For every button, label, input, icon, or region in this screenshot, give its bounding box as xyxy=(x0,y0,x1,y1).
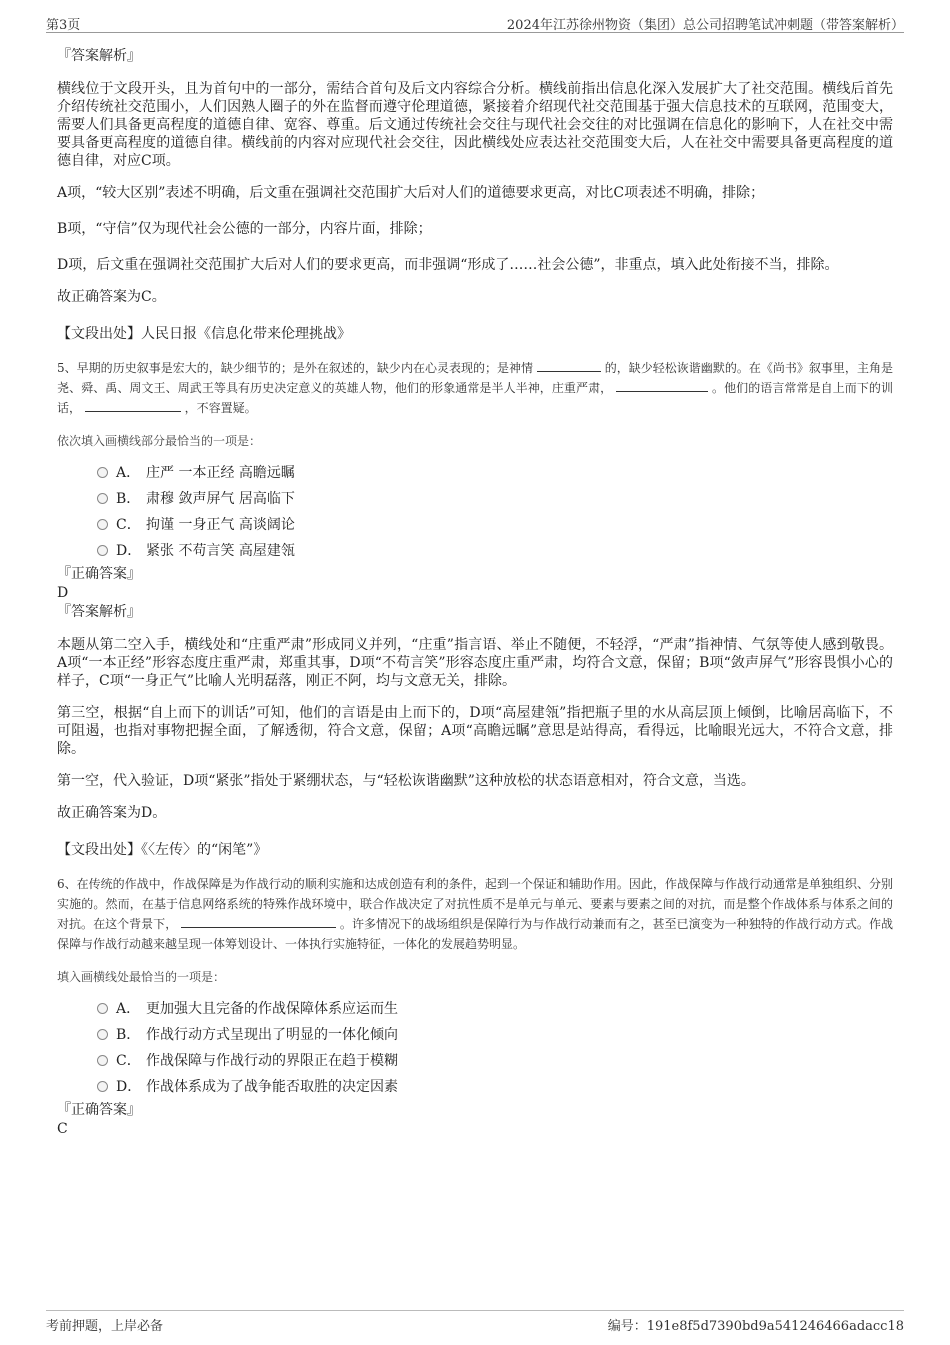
radio-icon[interactable] xyxy=(97,1081,108,1092)
page-content xyxy=(57,46,893,1138)
q5-analysis-paragraph: 故正确答案为D。 xyxy=(57,805,167,821)
radio-icon[interactable] xyxy=(97,493,108,504)
q4-source: 【文段出处】人民日报《信息化带来伦理挑战》 xyxy=(57,326,351,342)
q5-question-text: 5、早期的历史叙事是宏大的，缺少细节的；是外在叙述的，缺少内在心灵表现的；是神情 的，缺少轻松诙谐幽默的。在《尚书》叙事里，主角是尧、舜、禹、周文王、周武王等具有历史决定意义的英雄人物，他们的形象通常是半人半神，庄重严肃， 。他们的语言常常是自上而下的训话， ，不容置疑。 xyxy=(57,361,893,415)
q5-option-a[interactable]: A． 庄严 一本正经 高瞻远瞩 xyxy=(97,460,893,486)
q5-option-b[interactable]: B． 肃穆 敛声屏气 居高临下 xyxy=(97,486,893,512)
footer-slogan: 考前押题，上岸必备 xyxy=(46,1319,164,1334)
document-code: 编号：191e8f5d7390bd9a541246466adacc18 xyxy=(607,1319,904,1334)
q6-question-text: 6、在传统的作战中，作战保障是为作战行动的顺利实施和达成创造有利的条件，起到一个保证和辅助作用。因此，作战保障与作战行动通常是单独组织、分别实施的。然而，在基于信息网络系统的特殊作战环境中，联合作战决定了对抗性质不是单元与单元、要素与要素之间的对抗，而是整个作战体系与体系之间的对抗。在这个背景下， 。许多情况下的战场组织是保障行为与作战行动兼而有之，甚至已演变为一种独特的作战行动方式。作战保障与作战行动越来越呈现一体筹划设计、一体执行实施特征，一体化的发展趋势明显。 xyxy=(57,877,893,951)
document-title: 2024年江苏徐州物资（集团）总公司招聘笔试冲刺题（带答案解析） xyxy=(506,18,904,33)
radio-icon[interactable] xyxy=(97,1003,108,1014)
q4-analysis-paragraph: A项，“较大区别”表述不明确，后文重在强调社交范围扩大后对人们的道德要求更高，对比C项表述不明确，排除； xyxy=(57,185,765,201)
q5-analysis-paragraph: 第一空，代入验证，D项“紧张”指处于紧绷状态，与“轻松诙谐幽默”这种放松的状态语意相对，符合文意，当选。 xyxy=(57,773,755,789)
q6-prompt: 填入画横线处最恰当的一项是： xyxy=(57,970,226,984)
q5-analysis-paragraph: 第三空，根据“自上而下的训话”可知，他们的言语是由上而下的，D项“高屋建瓴”指把瓶子里的水从高层顶上倾倒，比喻居高临下，不可阻遏，也指对事物把握全面，了解透彻，符合文意，保留；A项“高瞻远瞩”意思是站得高，看得远，比喻眼光远大，不符合文意，排除。 xyxy=(57,705,893,757)
q6-option-d[interactable]: D． 作战体系成为了战争能否取胜的决定因素 xyxy=(97,1074,893,1100)
q5-options xyxy=(57,460,893,564)
radio-icon[interactable] xyxy=(97,545,108,556)
q4-analysis-paragraph: D项，后文重在强调社交范围扩大后对人们的要求更高，而非强调“形成了……社会公德”，非重点，填入此处衔接不当，排除。 xyxy=(57,257,839,273)
q4-analysis-paragraph: B项，“守信”仅为现代社会公德的一部分，内容片面，排除； xyxy=(57,221,432,237)
q5-option-d[interactable]: D． 紧张 不苟言笑 高屋建瓴 xyxy=(97,538,893,564)
q5-analysis-label: 『答案解析』 xyxy=(57,604,141,620)
q5-correct-answer: D xyxy=(57,585,69,601)
q5-analysis-paragraph: 本题从第二空入手，横线处和“庄重严肃”形成同义并列，“庄重”指言语、举止不随便，不轻浮，“严肃”指神情、气氛等使人感到敬畏。A项“一本正经”形容态度庄重严肃，郑重其事，D项“不苟言笑”形容态度庄重严肃，均符合文意，保留；B项“敛声屏气”形容畏惧小心的样子，C项“一身正气”比喻人光明磊落，刚正不阿，均与文意无关，排除。 xyxy=(57,637,893,689)
radio-icon[interactable] xyxy=(97,1029,108,1040)
q5-option-c[interactable]: C． 拘谨 一身正气 高谈阔论 xyxy=(97,512,893,538)
q6-option-c[interactable]: C． 作战保障与作战行动的界限正在趋于模糊 xyxy=(97,1048,893,1074)
q5-prompt: 依次填入画横线部分最恰当的一项是： xyxy=(57,434,262,448)
page-header xyxy=(46,12,904,33)
radio-icon[interactable] xyxy=(97,1055,108,1066)
radio-icon[interactable] xyxy=(97,467,108,478)
page-number: 第3页 xyxy=(46,18,81,33)
q4-analysis-label: 『答案解析』 xyxy=(57,48,141,64)
fill-blank xyxy=(616,379,708,392)
q6-option-a[interactable]: A． 更加强大且完备的作战保障体系应运而生 xyxy=(97,996,893,1022)
radio-icon[interactable] xyxy=(97,519,108,530)
fill-blank xyxy=(537,359,601,372)
page-footer xyxy=(46,1310,904,1333)
q6-option-b[interactable]: B． 作战行动方式呈现出了明显的一体化倾向 xyxy=(97,1022,893,1048)
q4-analysis-paragraph: 横线位于文段开头，且为首句中的一部分，需结合首句及后文内容综合分析。横线前指出信息化深入发展扩大了社交范围。横线后首先介绍传统社交范围小，人们因熟人圈子的外在监督而遵守伦理道德，紧接着介绍现代社交范围基于强大信息技术的互联网，范围变大，需要人们具备更高程度的道德自律、宽容、尊重。后文通过传统社会交往与现代社会交往的对比强调在信息化的影响下，人在社交中需要具备更高程度的道德自律。横线前的内容对应现代社会交往，因此横线处应表达社交范围变大后，人在社交中需要具备更高程度的道德自律，对应C项。 xyxy=(57,81,893,169)
q4-analysis-paragraph: 故正确答案为C。 xyxy=(57,289,166,305)
q6-options xyxy=(57,996,893,1100)
fill-blank xyxy=(85,399,181,412)
q5-correct-label: 『正确答案』 xyxy=(57,566,141,582)
q6-correct-label: 『正确答案』 xyxy=(57,1102,141,1118)
q5-source: 【文段出处】《〈左传〉的“闲笔”》 xyxy=(57,842,268,858)
fill-blank xyxy=(181,915,336,928)
q6-correct-answer: C xyxy=(57,1121,68,1137)
